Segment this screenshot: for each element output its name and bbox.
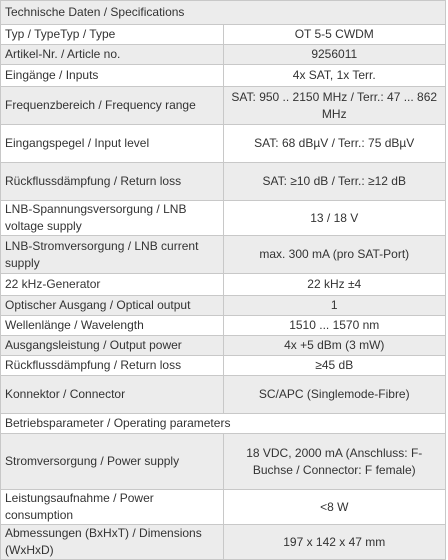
spec-value: OT 5-5 CWDM (223, 25, 446, 45)
spec-label: Artikel-Nr. / Article no. (1, 45, 224, 65)
spec-label: Typ / TypeTyp / Type (1, 25, 224, 45)
table-row (1, 525, 446, 560)
table-row (1, 490, 446, 525)
table-header-row (1, 1, 446, 25)
table-row (1, 296, 446, 316)
spec-value: ≥45 dB (223, 356, 446, 376)
table-row (1, 45, 446, 65)
table-row (1, 163, 446, 201)
table-row (1, 65, 446, 87)
spec-label: LNB-Stromversorgung / LNB current supply (1, 236, 224, 274)
table-header: Technische Daten / Specifications (1, 1, 446, 25)
table-row (1, 236, 446, 274)
table-row (1, 87, 446, 125)
spec-label: Stromversorgung / Power supply (1, 434, 224, 490)
spec-value: 1510 ... 1570 nm (223, 316, 446, 336)
spec-label: Konnektor / Connector (1, 376, 224, 414)
spec-label: Abmessungen (BxHxT) / Dimensions (WxHxD) (1, 525, 224, 560)
spec-label: Leistungsaufnahme / Power consumption (1, 490, 224, 525)
spec-label: Eingangspegel / Input level (1, 125, 224, 163)
spec-label: Ausgangsleistung / Output power (1, 336, 224, 356)
spec-value: 9256011 (223, 45, 446, 65)
table-row (1, 274, 446, 296)
table-row (1, 25, 446, 45)
spec-label: 22 kHz-Generator (1, 274, 224, 296)
spec-label: Rückflussdämpfung / Return loss (1, 356, 224, 376)
table-row (1, 434, 446, 490)
spec-value: 22 kHz ±4 (223, 274, 446, 296)
spec-value: 13 / 18 V (223, 201, 446, 236)
spec-value: 1 (223, 296, 446, 316)
spec-label: Wellenlänge / Wavelength (1, 316, 224, 336)
spec-value: SC/APC (Singlemode-Fibre) (223, 376, 446, 414)
spec-value: 18 VDC, 2000 mA (Anschluss: F-Buchse / Connector: F female) (223, 434, 446, 490)
spec-value: 4x +5 dBm (3 mW) (223, 336, 446, 356)
spec-value: SAT: 950 .. 2150 MHz / Terr.: 47 ... 862 MHz (223, 87, 446, 125)
table-row (1, 201, 446, 236)
spec-label: Rückflussdämpfung / Return loss (1, 163, 224, 201)
spec-label: Eingänge / Inputs (1, 65, 224, 87)
spec-value: SAT: ≥10 dB / Terr.: ≥12 dB (223, 163, 446, 201)
spec-value: 197 x 142 x 47 mm (223, 525, 446, 560)
spec-label: Optischer Ausgang / Optical output (1, 296, 224, 316)
table-row (1, 316, 446, 336)
spec-value: SAT: 68 dBµV / Terr.: 75 dBµV (223, 125, 446, 163)
spec-label: Frequenzbereich / Frequency range (1, 87, 224, 125)
table-row (1, 376, 446, 414)
table-row (1, 356, 446, 376)
section-title: Betriebsparameter / Operating parameters (1, 414, 446, 434)
table-row (1, 336, 446, 356)
spec-value: max. 300 mA (pro SAT-Port) (223, 236, 446, 274)
spec-value: 4x SAT, 1x Terr. (223, 65, 446, 87)
table-row (1, 125, 446, 163)
section-row (1, 414, 446, 434)
spec-label: LNB-Spannungsversorgung / LNB voltage supply (1, 201, 224, 236)
spec-value: <8 W (223, 490, 446, 525)
